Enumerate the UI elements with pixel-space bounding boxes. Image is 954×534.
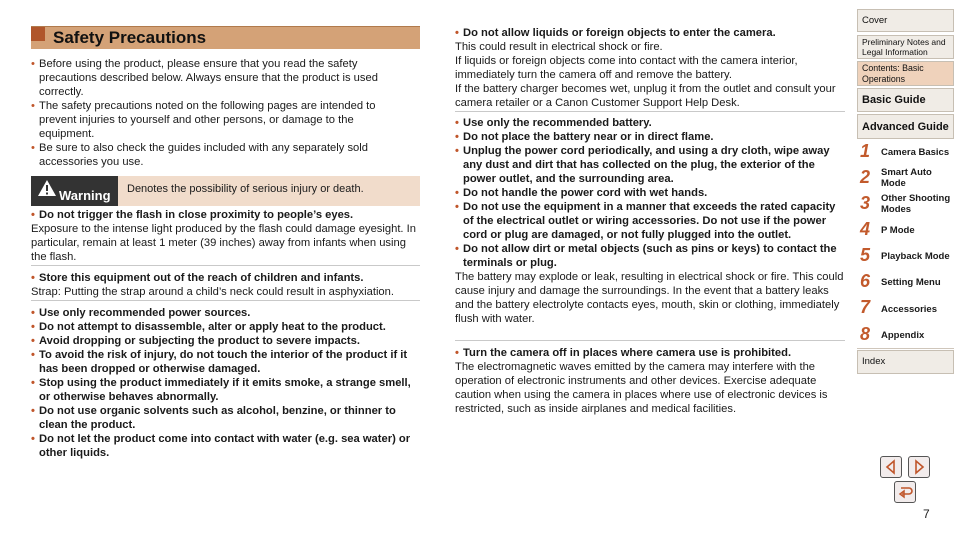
nav-chapter-8[interactable]: 8 Appendix	[857, 322, 954, 349]
prev-page-button[interactable]	[880, 456, 902, 478]
list-item: • Use only the recommended battery.	[455, 117, 652, 129]
arrow-left-icon	[881, 457, 901, 477]
warning-label: Warning	[59, 188, 111, 203]
nav-chapter-2[interactable]: 2 Smart Auto Mode	[857, 165, 954, 192]
list-item: • Stop using the product immediately if it emits smoke, a strange smell, or otherwise behaves abnormally.	[31, 377, 411, 403]
list-item: • To avoid the risk of injury, do not touch the interior of the product if it has been dropped or otherwise damaged.	[31, 349, 408, 375]
intro-item: • Before using the product, please ensure that you read the safety precautions described below. Always ensure that the product is used correctly.	[31, 58, 378, 98]
intro-list	[31, 57, 401, 169]
nav-cover[interactable]: Cover	[857, 9, 954, 32]
section-heading: • Turn the camera off in places where camera use is prohibited.	[455, 347, 792, 359]
nav-chapter-7[interactable]: 7 Accessories	[857, 295, 954, 323]
next-page-button[interactable]	[908, 456, 930, 478]
nav-contents[interactable]: Contents: Basic Operations	[857, 61, 954, 86]
title-marker	[31, 27, 45, 41]
left-section-2	[31, 271, 419, 299]
nav-chapter-6[interactable]: 6 Setting Menu	[857, 269, 954, 296]
section-heading: • Store this equipment out of the reach of children and infants.	[31, 272, 364, 284]
list-item: • Do not use organic solvents such as alcohol, benzine, or thinner to clean the product.	[31, 405, 396, 431]
list-item: • Unplug the power cord periodically, and using a dry cloth, wipe away any dust and dirt that has collected on the plug, the exterior of the power outlet, and the surrounding area.	[455, 145, 830, 185]
section-heading: • Do not allow liquids or foreign objects to enter the camera.	[455, 27, 776, 39]
section-body: Exposure to the intense light produced by the flash could damage eyesight. In particular, remain at least 1 meter (39 inches) away from infants when using the flash.	[31, 223, 416, 263]
section-body: Strap: Putting the strap around a child’s neck could result in asphyxiation.	[31, 286, 394, 298]
arrow-right-icon	[909, 457, 929, 477]
intro-item: • The safety precautions noted on the following pages are intended to prevent injuries to yourself and other persons, or damage to the equipment.	[31, 100, 376, 140]
divider	[31, 265, 420, 266]
intro-item: • Be sure to also check the guides included with any separately sold accessories you use.	[31, 142, 368, 168]
section-body: The electromagnetic waves emitted by the camera may interfere with the operation of electronic instruments and other devices. Exercise adequate caution when using the camera in places where use of electronic devices is restricted, such as inside airplanes and medical facilities.	[455, 361, 828, 415]
nav-chapter-3[interactable]: 3 Other Shooting Modes	[857, 191, 954, 218]
left-section-1	[31, 208, 419, 264]
list-item: • Avoid dropping or subjecting the product to severe impacts.	[31, 335, 360, 347]
page-number: 7	[923, 507, 930, 521]
right-section-2	[455, 116, 845, 326]
left-section-3	[31, 306, 416, 460]
return-icon	[895, 482, 915, 502]
nav-chapter-4[interactable]: 4 P Mode	[857, 217, 954, 244]
nav-basic-guide[interactable]: Basic Guide	[857, 88, 954, 112]
return-button[interactable]	[894, 481, 916, 503]
nav-index[interactable]: Index	[857, 350, 954, 374]
list-item: • Do not use the equipment in a manner that exceeds the rated capacity of the electrical outlet or wiring accessories. Do not use if the power cord or plug are damaged, or not fully plugged into the outlet.	[455, 201, 836, 241]
right-section-3	[455, 346, 845, 416]
list-item: • Use only recommended power sources.	[31, 307, 251, 319]
list-item: • Do not let the product come into contact with water (e.g. sea water) or other liquids.	[31, 433, 411, 459]
list-item: • Do not handle the power cord with wet hands.	[455, 187, 708, 199]
nav-chapter-1[interactable]: 1 Camera Basics	[857, 139, 954, 166]
warning-description: Denotes the possibility of serious injury or death.	[127, 183, 364, 195]
page-title: Safety Precautions	[53, 28, 207, 47]
section-body: This could result in electrical shock or fire. If liquids or foreign objects come into contact with the camera interior, immediately turn the camera off and remove the battery. If the battery charger becomes wet, unplug it from the outlet and consult your camera retailer or a Canon Customer Support Help Desk.	[455, 41, 836, 109]
warning-icon	[37, 179, 57, 197]
warning-box	[31, 176, 420, 206]
divider	[455, 340, 845, 341]
list-item: • Do not attempt to disassemble, alter or apply heat to the product.	[31, 321, 386, 333]
divider	[31, 300, 420, 301]
warning-badge	[31, 176, 118, 206]
nav-preliminary-notes[interactable]: Preliminary Notes and Legal Information	[857, 35, 954, 59]
section-heading: • Do not trigger the flash in close proximity to people’s eyes.	[31, 209, 354, 221]
list-item: • Do not allow dirt or metal objects (such as pins or keys) to contact the terminals or plug.	[455, 243, 837, 269]
section-body: The battery may explode or leak, resulting in electrical shock or fire. This could cause injury and damage the surroundings. In the event that a battery leaks and the battery electrolyte contacts eyes, mouth, skin or clothing, immediately flush with water.	[455, 271, 844, 325]
title-bar	[31, 26, 420, 49]
nav-chapter-5[interactable]: 5 Playback Mode	[857, 243, 954, 270]
divider	[455, 111, 845, 112]
right-section-1	[455, 26, 845, 110]
list-item: • Do not place the battery near or in direct flame.	[455, 131, 714, 143]
nav-advanced-guide[interactable]: Advanced Guide	[857, 114, 954, 139]
